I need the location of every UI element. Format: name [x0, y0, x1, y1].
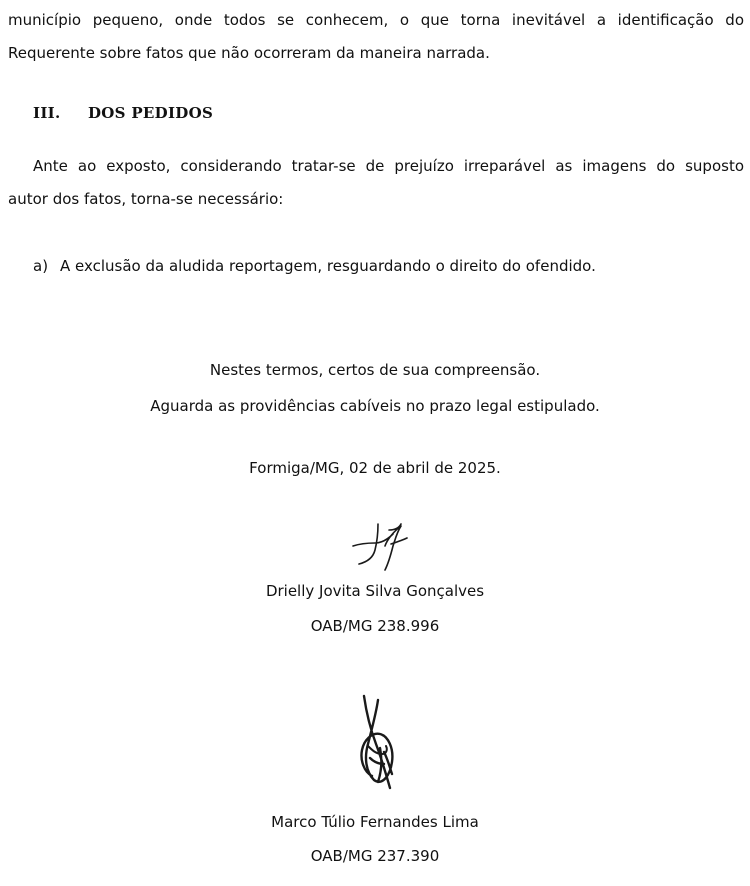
item-text: A exclusão da aludida reportagem, resguardando o direito do ofendido. [60, 257, 596, 275]
section-title: DOS PEDIDOS [88, 104, 214, 122]
requests-line-2: autor dos fatos, torna-se necessário: [8, 190, 284, 208]
requests-line-1: Ante ao exposto, considerando tratar-se de prejuízo irreparável as imagens do suposto [33, 157, 744, 175]
section-heading [33, 104, 213, 122]
intro-line-1: município pequeno, onde todos se conhecem, o que torna inevitável a identificação do [8, 11, 744, 29]
signatory-2-oab: OAB/MG 237.390 [310, 847, 440, 865]
section-number: III. [33, 104, 61, 122]
item-marker: a) [33, 257, 49, 275]
signatory-2-name: Marco Túlio Fernandes Lima [271, 813, 479, 831]
requests-paragraph [8, 150, 744, 216]
intro-paragraph [8, 4, 744, 70]
closing-line-2: Aguarda as providências cabíveis no prazo legal estipulado. [150, 397, 600, 415]
signature-1 [345, 516, 415, 574]
closing-line-1: Nestes termos, certos de sua compreensão. [209, 361, 541, 379]
intro-line-2: Requerente sobre fatos que não ocorreram da maneira narrada. [8, 44, 490, 62]
signatory-1-oab: OAB/MG 238.996 [310, 617, 440, 635]
place-date: Formiga/MG, 02 de abril de 2025. [249, 459, 501, 477]
signature-2 [338, 688, 418, 798]
request-item-a [33, 250, 596, 283]
signatory-1-name: Drielly Jovita Silva Gonçalves [265, 582, 485, 600]
